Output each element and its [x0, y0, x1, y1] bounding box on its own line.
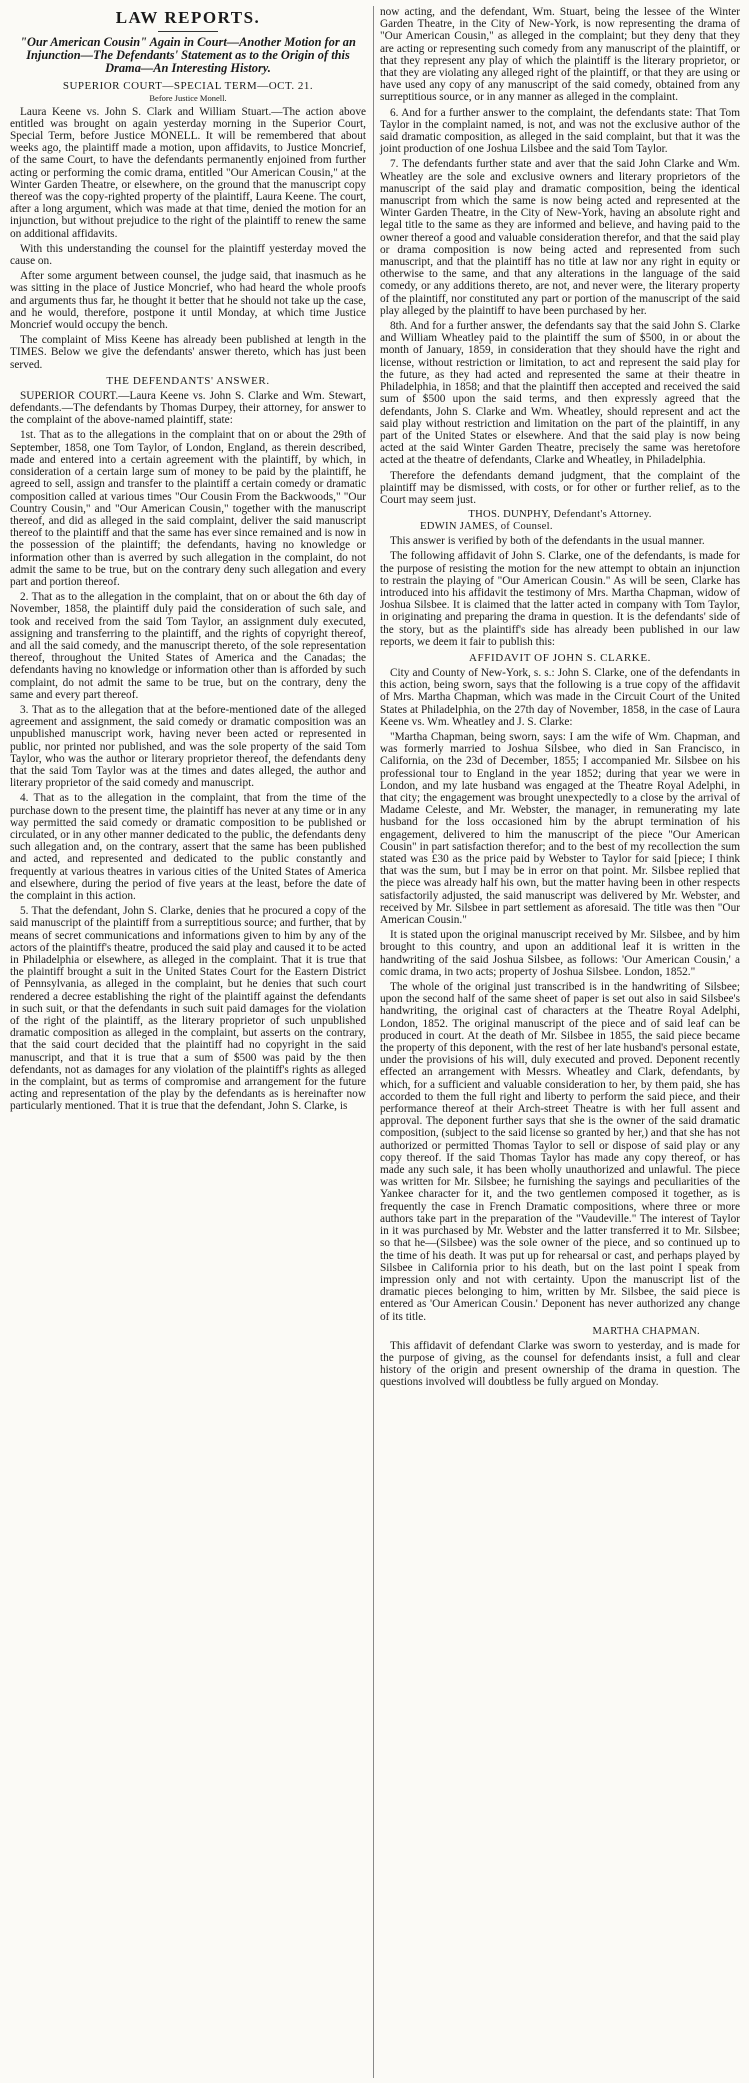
paragraph: This answer is verified by both of the defendants in the usual manner.: [390, 535, 705, 548]
chapman-signature: MARTHA CHAPMAN.: [592, 1325, 700, 1337]
paragraph: now acting, and the defendant, Wm. Stuart, being the lessee of the Winter Garden Theatre, in the City of New-York, is now representing the drama of "Our American Cousin," as alleged in the complaint; but they deny that they are acting or representing such comedy from any manuscript of the plaintiff, or that they represent any play of which the plaintiff is the literary proprietor, or that they are violating any alleged right of the plaintiff, or that they are using or have used any copy of any manuscript of the said comedy, obtained from any surreptitious source, or in any manner as alleged in the complaint.: [380, 6, 740, 104]
paragraph: With this understanding the counsel for the plaintiff yesterday moved the cause on.: [10, 242, 366, 268]
paragraph: 6. And for a further answer to the complaint, the defendants state: That Tom Taylor in the complaint named, is not, and was not the exclusive author of the said dramatic composition, as alleged in the said complaint, but that it was the joint production of one Joshua Lilsbee and the said Tom Taylor.: [380, 106, 740, 156]
paragraph: 5. That the defendant, John S. Clarke, denies that he procured a copy of the said manuscript of the plaintiff from a surreptitious source; and further, that by means of secret communications and informations given to him by any of the actors of the plaintiff's theatre, produced the said play and caused it to be acted in Philadelphia or elsewhere, as alleged in the complaint. That it is true that the plaintiff brought a suit in the United States Court for the Eastern District of Pennsylvania, as alleged in the complaint, but he denies that such court rendered a decree establishing the right of the plaintiff against the defendants in such suit, or that the defendants in such suit paid damages for the violation of the right of the plaintiff, as the literary proprietor of such unpublished dramatic composition as alleged in the complaint, but asserts on the contrary, that the said court decided that the plaintiff had no copyright in the said manuscript, and that it is true that a sum of $500 was paid by the then defendants, not as damages for any violation of the plaintiff's rights as alleged in the complaint, but as terms of compromise and arrangement for the future acting and representation of the play by the defendants as is hereinafter now particularly mentioned. That it is true that the defendant, John S. Clarke, is: [10, 905, 366, 1113]
paragraph: 8th. And for a further answer, the defendants say that the said John S. Clarke and William Wheatley paid to the plaintiff the sum of $500, in or about the month of January, 1859, in consideration that they should have the right and license, without restriction or limitation, to act and represent the said play for the future, as they had acted and represented the same at their theatre in Philadelphia, in 1858; and that the plaintiff then accepted and received the said sum of $500 upon the said terms, and then expressly agreed that the defendants, John S. Clarke and Wm. Wheatley, should represent and act the said play without restriction and limitation on the part of the plaintiff, in any part of the United States or elsewhere. And that the said play is now being acted at the said Winter Garden Theatre, precisely the same was heretofore acted at the theatre of defendants, Clarke and Wheatley, in Philadelphia.: [380, 320, 740, 467]
counsel-signature: EDWIN JAMES, of Counsel.: [420, 521, 553, 533]
column-divider: [373, 6, 374, 2078]
paragraph: Therefore the defendants demand judgment, that the complaint of the plaintiff may be dismissed, with costs, or for other or further relief, as to the Court may seem just.: [380, 469, 740, 506]
paragraph: The whole of the original just transcribed is in the handwriting of Silsbee; upon the second half of the same sheet of paper is set out also in said Silsbee's handwriting, the original cast of characters at the Theatre Royal Adelphi, London, 1852. The original manuscript of the piece and of said leaf can be produced in court. At the death of Mr. Silsbee in 1855, the said piece became the property of this deponent, with the rest of her late husband's personal estate, under the provisions of his will, duly executed and proved. Deponent recently effected an arrangement with Messrs. Wheatley and Clark, defendants, by which, for a sufficient and valuable consideration to her, by them paid, she has accorded to them the full right and liberty to perform the said piece, and their performance thereof at their Arch-street Theatre is with her full assent and approval. The deponent further says that she is the owner of the said dramatic composition, (subject to the said license so granted by her,) and that she has not authorized or permitted Thomas Taylor to sell or dispose of said play or any copy thereof. If the said Thomas Taylor has made any copy thereof, or has made any such sale, it has been wholly unauthorized and unlawful. The piece was written for Mr. Silsbee; he furnishing the sayings and peculiarities of the Yankee character for it, and the two gentlemen composed it together, as is frequently the case in French Dramatic compositions, where three or more authors take part in the preparation of the "Vaudeville." The interest of Taylor in it was purchased by Mr. Webster and the latter transferred it to Mr. Silsbee; so that he—(Silsbee) was the sole owner of the piece, and so continued up to the time of his death. It was put up for rehearsal or cast, and perhaps played by Silsbee in California prior to his death, but on the last point I speak from impression only and not with certainty. Upon the manuscript list of the dramatic pieces belonging to him, written by Mr. Silsbee, the said piece is entered as 'Our American Cousin.' Deponent has never authorized any change of its title.: [380, 981, 740, 1323]
paragraph: City and County of New-York, s. s.: John S. Clarke, one of the defendants in this action, being sworn, says that the following is a true copy of the affidavit of Mrs. Martha Chapman, which was made in the Circuit Court of the United States at Philadelphia, on the 27th day of November, 1858, in the case of Laura Keene vs. Wm. Wheatley and J. S. Clarke:: [380, 666, 740, 728]
paragraph: 1st. That as to the allegations in the complaint that on or about the 29th of September, 1858, one Tom Taylor, of London, England, as therein described, made and entered into a certain agreement with the plaintiff, by which, in consideration of a certain large sum of money to be paid by the plaintiff, he agreed to sell, assign and transfer to the plaintiff a certain comedy or dramatic composition called at various times "Our Cousin From the Backwoods," "Our Country Cousin," and "Our American Cousin," together with the manuscript thereof, and did as alleged in the said complaint, deliver the said manuscript thereof to the plaintiff and that the same has ever since remained and is now in the possession of the plaintiff; the defendants, having no knowledge or information other than is averred by such allegation in the complaint, do not admit the same to be true, but on the contrary deny such allegation and every part and portion thereof.: [10, 429, 366, 588]
paragraph: After some argument between counsel, the judge said, that inasmuch as he was sitting in the place of Justice Moncrief, who had heard the whole proofs and arguments thus far, he thought it better that he should not take up the case, and he would, therefore, postpone it until Monday, at which time Justice Moncrief would occupy the bench.: [10, 270, 366, 332]
attorney-signature: THOS. DUNPHY, Defendant's Attorney.: [468, 509, 652, 521]
article-headline: "Our American Cousin" Again in Court—Another Motion for an Injunction—The Defendants' Statement as to the Origin of this Drama—An Interesting History.: [20, 35, 356, 76]
paragraph: The following affidavit of John S. Clarke, one of the defendants, is made for the purpose of resisting the motion for the new attempt to obtain an injunction to restrain the playing of "Our American Cousin." As will be seen, Clarke has introduced into his affidavit the testimony of Mrs. Martha Chapman, widow of Joshua Silsbee. It is claimed that the latter acted in company with Tom Taylor, in originating and preparing the drama in question. It is the defendants' side of the story, but as the plaintiff's side has already been published in our law reports, we deem it fair to publish this:: [380, 550, 740, 648]
section-masthead: LAW REPORTS.: [115, 8, 261, 27]
left-column: [10, 6, 366, 1116]
paragraph: 3. That as to the allegation that at the before-mentioned date of the alleged agreement and assignment, the said comedy or dramatic composition was an unpublished manuscript work, having never been acted or represented in public, nor printed nor published, and was the sole property of the said Tom Taylor, who was the author or literary proprietor thereof, the defendants deny that the said Tom Taylor was at the times and dates alleged, the author and literary proprietor of the said comedy and manuscript.: [10, 703, 366, 790]
paragraph: This affidavit of defendant Clarke was sworn to yesterday, and is made for the purpose of giving, as the counsel for defendants insist, a full and clear history of the origin and present ownership of the drama in question. The questions involved will doubtless be fully argued on Monday.: [380, 1339, 740, 1389]
paragraph: The complaint of Miss Keene has already been published at length in the TIMES. Below we give the defendants' answer thereto, which has just been served.: [10, 334, 366, 371]
judge-line: Before Justice Monell.: [149, 92, 227, 103]
paragraph: It is stated upon the original manuscript received by Mr. Silsbee, and by him brought to this country, and upon an additional leaf it is written in the handwriting of the said Joshua Silsbee, as follows: 'Our American Cousin,' a comic drama, in two acts; property of Joshua Silsbee. London, 1852.": [380, 929, 740, 978]
court-line: SUPERIOR COURT—SPECIAL TERM—OCT. 21.: [62, 79, 314, 92]
answer-heading: THE DEFENDANTS' ANSWER.: [106, 374, 270, 387]
paragraph: Laura Keene vs. John S. Clark and William Stuart.—The action above entitled was brought on again yesterday morning in the Superior Court, Special Term, before Justice MONELL. It will be remembered that about weeks ago, the plaintiff made a motion, upon affidavits, to Justice Moncrief, of the same Court, to have the defendants permanently enjoined from further acting or performing the comic drama, entitled "Our American Cousin," at the Winter Garden Theatre, or elsewhere, on the ground that the manuscript copy thereof was the copy-righted property of the plaintiff, Laura Keene. The court, after a long argument, which was made at that time, denied the motion for an injunction, but without prejudice to the right of the plaintiff to renew the same on additional affidavits.: [10, 105, 366, 240]
masthead-rule: [158, 31, 218, 32]
paragraph: 2. That as to the allegation in the complaint, that on or about the 6th day of November, 1858, the plaintiff duly paid the consideration of such sale, and took and received from the said Tom Taylor, an assignment duly executed, assigning and transferring to the plaintiff, and the rights of copyright thereof, and all the said comedy, and the manuscript thereto, of the sole representation thereof, throughout the United States of America and the Canadas; the defendants having no knowledge or information other than is afforded by such complaint, do not admit the same to be true, but on the contrary, deny the same and every part thereof.: [10, 591, 366, 701]
paragraph: 4. That as to the allegation in the complaint, that from the time of the purchase down to the present time, the plaintiff has never at any time or in any way permitted the said comedy or dramatic composition to be published or circulated, or in any other manner dedicated to the public, the defendants deny such allegation and, on the contrary, assert that the same has been published and acted, and represented and dedicated to the public constantly and frequently at various theatres in various cities of the United States of America and elsewhere, during the period of five years at the least, before the date of the complaint in this action.: [10, 792, 366, 902]
paragraph: 7. The defendants further state and aver that the said John Clarke and Wm. Wheatley are the sole and exclusive owners and literary proprietors of the manuscript of the said play and dramatic composition, being the identical manuscript from which the same is now being acted and represented at the Winter Garden Theatre, in the City of New-York, having an absolute right and legal title to the same as they are informed and believe, and having paid to the owner thereof a good and valuable consideration therefor, and that the said play or drama composition is now being acted and represented from such manuscript, and that the plaintiff has no title at law nor any right in equity or otherwise to the same, and that any alterations in the language of the said comedy, or any additions thereto, are not, and never were, the literary property of the plaintiff, nor constituted any part or portion of the manuscript of the said play alleged by the plaintiff to have been purchased by her.: [380, 158, 740, 317]
paragraph: SUPERIOR COURT.—Laura Keene vs. John S. Clarke and Wm. Stewart, defendants.—The defendants by Thomas Durpey, their attorney, for answer to the complaint of the above-named plaintiff, state:: [10, 389, 366, 427]
paragraph: "Martha Chapman, being sworn, says: I am the wife of Wm. Chapman, and was formerly married to Joshua Silsbee, who died in San Francisco, in California, on the 23d of December, 1855; I accompanied Mr. Silsbee on his professional tour to England in the year 1852; during that year we were in London, and my late husband was engaged at the Theatre Royal Adelphi, in that city; the engagement was brought unexpectedly to a close by the arrival of Madame Celeste, and Mr. Webster, the manager, in remunerating my late husband for the loss occasioned him by the abrupt termination of his engagement, delivered to him the manuscript of the piece "Our American Cousin" in part satisfaction therefor; and to the best of my recollection the sum stated was £30 as the price paid by Webster to Taylor for said [piece; I think that was the sum, but I may be in error on that point. Mr. Silsbee replied that the piece was already half his own, but the matter having been in other respects satisfactorily adjusted, the said manuscript was delivered by Mr. Webster, and received by Mr. Silsbee in part settlement as aforesaid. The title was then "Our American Cousin.": [380, 730, 740, 927]
right-column: [380, 6, 740, 1392]
affidavit-heading: AFFIDAVIT OF JOHN S. CLARKE.: [468, 651, 652, 664]
